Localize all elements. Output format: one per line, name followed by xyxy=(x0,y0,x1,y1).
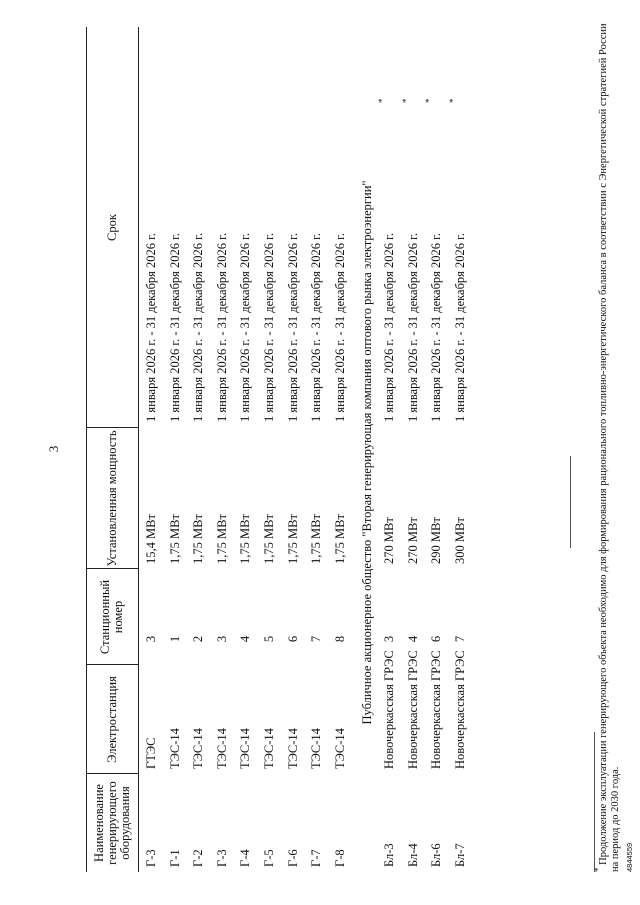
cell-station-number: 3 xyxy=(214,635,229,643)
cell-period: 1 января 2026 г. - 31 декабря 2026 г. xyxy=(167,232,182,422)
table-row xyxy=(449,0,472,905)
page-number: 3 xyxy=(46,445,61,453)
cell-period: 1 января 2026 г. - 31 декабря 2026 г. xyxy=(191,232,206,422)
footnote-marker: * xyxy=(593,867,603,872)
table-row xyxy=(234,0,257,905)
cell-station: Новочеркасская ГРЭС xyxy=(382,650,396,769)
cell-power: 1,75 МВт xyxy=(309,514,324,564)
cell-period: 1 января 2026 г. - 31 декабря 2026 г. xyxy=(144,232,158,422)
cell-station-number: 7 xyxy=(452,635,467,643)
company-name: Публичное акционерное общество "Вторая генерирующая компания оптового рынка электроэнергии" xyxy=(360,180,374,725)
cell-power: 1,75 МВт xyxy=(332,514,347,564)
table-row xyxy=(140,0,163,905)
table-row xyxy=(282,0,305,905)
document-code: 4844559 xyxy=(625,842,634,872)
table-row xyxy=(378,0,401,905)
cell-period: 1 января 2026 г. - 31 декабря 2026 г. xyxy=(309,232,324,422)
cell-station: Новочеркасская ГРЭС xyxy=(429,650,444,769)
table-row xyxy=(211,0,234,905)
cell-equipment: Г-5 xyxy=(262,849,276,867)
cell-station-number: 3 xyxy=(382,635,396,643)
cell-station: Новочеркасская ГРЭС xyxy=(405,650,420,769)
cell-station-number: 5 xyxy=(262,635,276,643)
cell-power: 1,75 МВт xyxy=(191,514,206,564)
cell-power: 270 МВт xyxy=(405,517,420,564)
cell-power: 1,75 МВт xyxy=(262,514,276,564)
table-header-rule xyxy=(138,27,139,872)
cell-station-number: 2 xyxy=(191,635,206,643)
cell-equipment: Г-4 xyxy=(238,849,253,867)
footnote-text: Продолжение эксплуатации генерирующего объекта необходимо для формирования рационального топливно-энергетического баланса в соответствии с Энергетической стратегией России на период до 2030 года. xyxy=(598,23,621,872)
header-equipment: Наименование генерирующего оборудования xyxy=(91,781,132,865)
header-station-number: Станционный номер xyxy=(98,579,125,655)
cell-station-number: 7 xyxy=(309,635,324,643)
cell-power: 1,75 МВт xyxy=(214,514,229,564)
table-row xyxy=(425,0,448,905)
cell-equipment: Бл-6 xyxy=(429,843,444,867)
cell-station-number: 3 xyxy=(144,635,158,643)
cell-equipment: Г-3 xyxy=(214,849,229,867)
cell-station-number: 8 xyxy=(332,635,347,643)
cell-power: 290 МВт xyxy=(429,517,444,564)
cell-station-number: 6 xyxy=(429,635,444,643)
cell-station: ТЭС-14 xyxy=(191,728,206,769)
header-station: Электростанция xyxy=(104,676,119,763)
cell-station: ГТЭС xyxy=(144,737,158,769)
cell-power: 1,75 МВт xyxy=(285,514,300,564)
cell-station: ТЭС-14 xyxy=(332,728,347,769)
cell-period: 1 января 2026 г. - 31 декабря 2026 г. xyxy=(262,232,276,422)
cell-period: 1 января 2026 г. - 31 декабря 2026 г. xyxy=(452,232,467,422)
cell-equipment: Бл-7 xyxy=(452,843,467,867)
cell-period: 1 января 2026 г. - 31 декабря 2026 г. xyxy=(214,232,229,422)
cell-station: ТЭС-14 xyxy=(309,728,324,769)
cell-period: 1 января 2026 г. - 31 декабря 2026 г. xyxy=(285,232,300,422)
table-row xyxy=(329,0,352,905)
cell-period: 1 января 2026 г. - 31 декабря 2026 г. xyxy=(332,232,347,422)
table-row xyxy=(305,0,328,905)
cell-period: 1 января 2026 г. - 31 декабря 2026 г. xyxy=(238,232,253,422)
cell-station-number: 4 xyxy=(238,635,253,643)
cell-station: ТЭС-14 xyxy=(167,728,182,769)
cell-period: 1 января 2026 г. - 31 декабря 2026 г. xyxy=(382,232,396,422)
table-row xyxy=(164,0,187,905)
cell-power: 270 МВт xyxy=(382,517,396,564)
cell-station: ТЭС-14 xyxy=(238,728,253,769)
footnote-marker: * xyxy=(400,98,411,103)
footnote-marker: * xyxy=(424,98,435,103)
table-row xyxy=(402,0,425,905)
cell-station: Новочеркасская ГРЭС xyxy=(452,650,467,769)
cell-equipment: Бл-3 xyxy=(382,843,396,867)
cell-equipment: Г-3 xyxy=(144,849,158,867)
footnote-marker: * xyxy=(447,98,458,103)
end-rule xyxy=(570,456,571,548)
cell-power: 15,4 МВт xyxy=(144,514,158,564)
cell-equipment: Г-6 xyxy=(285,849,300,867)
cell-equipment: Г-2 xyxy=(191,849,206,867)
cell-power: 1,75 МВт xyxy=(167,514,182,564)
table-row xyxy=(187,0,210,905)
cell-power: 1,75 МВт xyxy=(238,514,253,564)
cell-equipment: Г-8 xyxy=(332,849,347,867)
cell-equipment: Г-7 xyxy=(309,849,324,867)
header-period: Срок xyxy=(104,214,119,241)
cell-period: 1 января 2026 г. - 31 декабря 2026 г. xyxy=(429,232,444,422)
cell-period: 1 января 2026 г. - 31 декабря 2026 г. xyxy=(405,232,420,422)
cell-power: 300 МВт xyxy=(452,517,467,564)
cell-equipment: Г-1 xyxy=(167,849,182,867)
cell-station-number: 1 xyxy=(167,635,182,643)
cell-equipment: Бл-4 xyxy=(405,843,420,867)
footnote xyxy=(593,22,622,872)
footnote-marker: * xyxy=(377,98,387,103)
cell-station-number: 6 xyxy=(285,635,300,643)
cell-station: ТЭС-14 xyxy=(285,728,300,769)
header-power: Установленная мощность xyxy=(104,430,119,567)
cell-station-number: 4 xyxy=(405,635,420,643)
cell-station: ТЭС-14 xyxy=(214,728,229,769)
table-row xyxy=(258,0,281,905)
cell-station: ТЭС-14 xyxy=(262,728,276,769)
footnote-rule xyxy=(594,732,595,872)
